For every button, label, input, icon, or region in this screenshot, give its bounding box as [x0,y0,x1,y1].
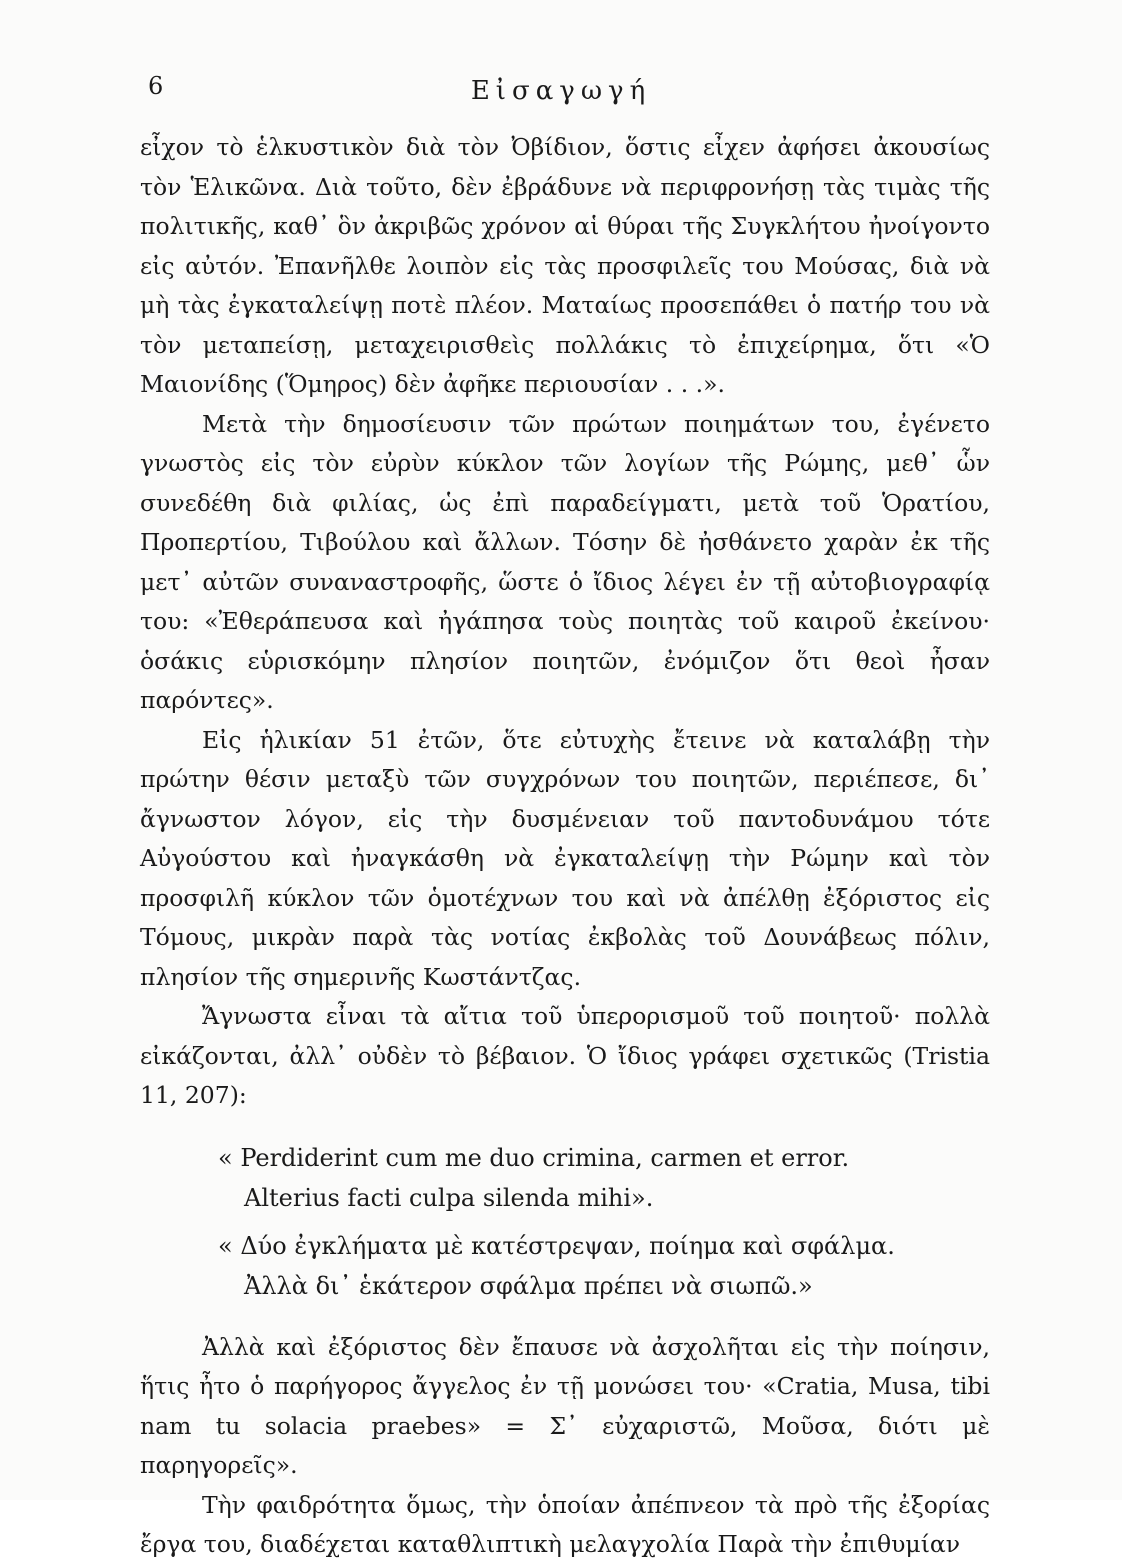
page-number: 6 [148,72,165,100]
latin-verse-line-2: Alterius facti culpa silenda mihi». [244,1183,654,1212]
paragraph-2: Μετὰ τὴν δημοσίευσιν τῶν πρώτων ποιημάτων του, ἐγένετο γνωστὸς εἰς τὸν εὐρὺν κύκλον τῶν λογίων τῆς Ρώμης, μεθ᾽ ὧν συνεδέθη διὰ φιλίας, ὡς ἐπὶ παραδείγματι, μετὰ τοῦ Ὁρατίου, Προπερτίου, Τιβούλου καὶ ἄλλων. Τόσην δὲ ἠσθάνετο χαρὰν ἐκ τῆς μετ᾽ αὐτῶν συναναστροφῆς, ὥστε ὁ ἴδιος λέγει ἐν τῇ αὐτοβιογραφίᾳ του: «Ἐθεράπευσα καὶ ἠγάπησα τοὺς ποιητὰς τοῦ καιροῦ ἐκείνου· ὁσάκις εὑρισκόμην πλησίον ποιητῶν, ἐνόμιζον ὅτι θεοὶ ἦσαν παρόντες». [140,409,990,714]
latin-verse-quote [218,1138,990,1306]
greek-verse-line-1: « Δύο ἐγκλήματα μὲ κατέστρεψαν, ποίημα καὶ σφάλμα. [218,1231,895,1260]
paragraph-3: Εἰς ἡλικίαν 51 ἐτῶν, ὅτε εὐτυχὴς ἔτεινε νὰ καταλάβῃ τὴν πρώτην θέσιν μεταξὺ τῶν συγχρόνων του ποιητῶν, περιέπεσε, δι᾽ ἄγνωστον λόγον, εἰς τὴν δυσμένειαν τοῦ παντοδυνάμου τότε Αὐγούστου καὶ ἠναγκάσθη νὰ ἐγκαταλείψῃ τὴν Ρώμην καὶ τὸν προσφιλῆ κύκλον τῶν ὁμοτέχνων του καὶ νὰ ἀπέλθῃ ἐξόριστος εἰς Τόμους, μικρὰν παρὰ τὰς νοτίας ἐκβολὰς τοῦ Δουνάβεως πόλιν, πλησίον τῆς σημερινῆς Κωστάντζας. [140,725,990,991]
paragraph-5: Ἀλλὰ καὶ ἐξόριστος δὲν ἔπαυσε νὰ ἀσχολῆται εἰς τὴν ποίησιν, ἥτις ἦτο ὁ παρήγορος ἄγγελος ἐν τῇ μονώσει του· «Cratia, Musa, tibi nam tu solacia praebes» = Σ᾽ εὐχαριστῶ, Μοῦσα, διότι μὲ παρηγορεῖς». [140,1332,990,1479]
paragraph-4: Ἄγνωστα εἶναι τὰ αἴτια τοῦ ὑπερορισμοῦ τοῦ ποιητοῦ· πολλὰ εἰκάζονται, ἀλλ᾽ οὐδὲν τὸ βέβαιον. Ὁ ἴδιος γράφει σχετικῶς (Tristia 11, 207): [140,1002,990,1109]
greek-verse-line-2: Ἀλλὰ δι᾽ ἑκάτερον σφάλμα πρέπει νὰ σιωπῶ.» [244,1271,813,1300]
body-text [140,128,990,1565]
paragraph-6: Τὴν φαιδρότητα ὅμως, τὴν ὁποίαν ἀπέπνεον τὰ πρὸ τῆς ἐξορίας ἔργα του, διαδέχεται καταθλιπτικὴ μελαγχολία Παρὰ τὴν ἐπιθυμίαν [140,1490,990,1558]
running-title: Εἰσαγωγή [470,76,652,106]
paragraph-1: εἶχον τὸ ἑλκυστικὸν διὰ τὸν Ὀβίδιον, ὅστις εἶχεν ἀφήσει ἀκουσίως τὸν Ἑλικῶνα. Διὰ τοῦτο, δὲν ἐβράδυνε νὰ περιφρονήσῃ τὰς τιμὰς τῆς πολιτικῆς, καθ᾽ ὃν ἀκριβῶς χρόνον αἱ θύραι τῆς Συγκλήτου ἠνοίγοντο εἰς αὐτόν. Ἐπανῆλθε λοιπὸν εἰς τὰς προσφιλεῖς του Μούσας, διὰ νὰ μὴ τὰς ἐγκαταλείψῃ ποτὲ πλέον. Ματαίως προσεπάθει ὁ πατήρ του νὰ τὸν μεταπείσῃ, μεταχειρισθεὶς πολλάκις τὸ ἐπιχείρημα, ὅτι «Ὁ Μαιονίδης (Ὅμηρος) δὲν ἀφῆκε περιουσίαν . . .». [140,133,990,398]
latin-verse-line-1: « Perdiderint cum me duo crimina, carmen et error. [218,1143,850,1172]
